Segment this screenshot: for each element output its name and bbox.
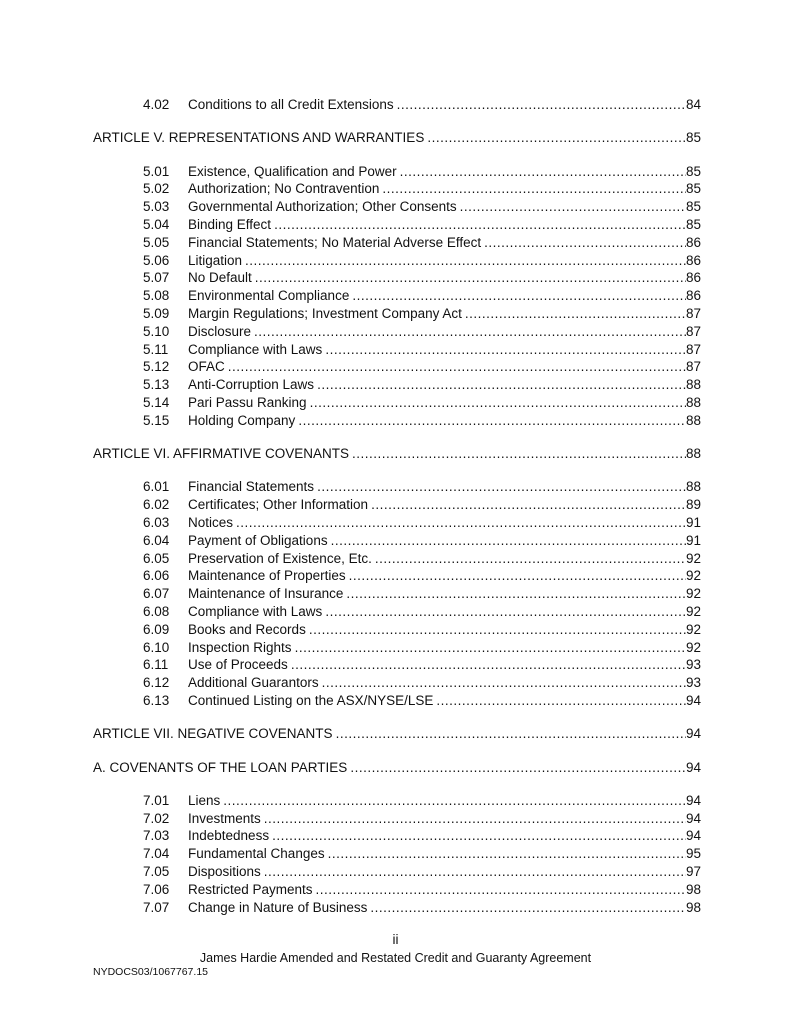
toc-entry bbox=[93, 827, 701, 845]
toc-page-number: 85 bbox=[685, 181, 701, 197]
toc-entry-number: 7.05 bbox=[143, 863, 170, 879]
toc-heading bbox=[93, 129, 701, 147]
dot-leader bbox=[317, 478, 686, 496]
toc-entry-title: Compliance with Laws bbox=[188, 341, 323, 357]
toc-entry bbox=[93, 639, 701, 657]
dot-leader bbox=[397, 96, 686, 114]
dot-leader bbox=[465, 305, 686, 323]
toc-entry-number: 5.14 bbox=[143, 394, 170, 410]
toc-page-number: 92 bbox=[685, 568, 701, 584]
toc-entry-title: Preservation of Existence, Etc. bbox=[188, 550, 372, 566]
toc-entry-title: Liens bbox=[188, 792, 221, 808]
dot-leader bbox=[236, 514, 686, 532]
toc-entry-number: 5.15 bbox=[143, 412, 170, 428]
toc-entry-title: Margin Regulations; Investment Company Act bbox=[188, 305, 462, 321]
toc-entry-title: Governmental Authorization; Other Consents bbox=[188, 199, 457, 215]
toc-entry bbox=[93, 180, 701, 198]
toc-page-number: 94 bbox=[685, 828, 701, 844]
toc-entry-title: Notices bbox=[188, 514, 234, 530]
toc-entry bbox=[93, 323, 701, 341]
toc-entry bbox=[93, 394, 701, 412]
toc-entry-title: Restricted Payments bbox=[188, 881, 313, 897]
toc-entry-number: 6.12 bbox=[143, 675, 170, 691]
toc-page-number: 91 bbox=[685, 532, 701, 548]
dot-leader bbox=[400, 163, 686, 181]
toc-entry-title: Litigation bbox=[188, 252, 243, 268]
toc-entry-number: 5.06 bbox=[143, 252, 170, 268]
toc-page-number: 89 bbox=[685, 497, 701, 513]
toc-entry bbox=[93, 287, 701, 305]
toc-entry-number: 6.04 bbox=[143, 532, 170, 548]
toc-entry bbox=[93, 881, 701, 899]
toc-page-number: 94 bbox=[685, 726, 701, 742]
toc-entry-title: Authorization; No Contravention bbox=[188, 181, 380, 197]
toc-entry-number: 7.07 bbox=[143, 899, 170, 915]
toc-entry-number: 6.11 bbox=[143, 657, 169, 673]
dot-leader bbox=[298, 412, 686, 430]
toc-entry bbox=[93, 358, 701, 376]
dot-leader bbox=[295, 639, 686, 657]
toc-entry bbox=[93, 198, 701, 216]
toc-entry bbox=[93, 252, 701, 270]
toc-entry-title: Financial Statements; No Material Adverse Effect bbox=[188, 234, 482, 250]
toc-page-number: 92 bbox=[685, 586, 701, 602]
dot-leader bbox=[484, 234, 686, 252]
toc-entry-title: Continued Listing on the ASX/NYSE/LSE bbox=[188, 692, 434, 708]
dot-leader bbox=[317, 376, 686, 394]
dot-leader bbox=[331, 532, 686, 550]
toc-heading bbox=[93, 445, 701, 463]
toc-heading-title: ARTICLE VII. NEGATIVE COVENANTS bbox=[93, 726, 333, 742]
toc-heading bbox=[93, 759, 701, 777]
toc-entry-title: Binding Effect bbox=[188, 216, 272, 232]
dot-leader bbox=[309, 621, 686, 639]
dot-leader bbox=[325, 341, 686, 359]
toc-entry bbox=[93, 550, 701, 568]
toc-entry-title: Additional Guarantors bbox=[188, 675, 319, 691]
toc-entry-title: Anti-Corruption Laws bbox=[188, 377, 315, 393]
toc-page-number: 94 bbox=[685, 759, 701, 775]
dot-leader bbox=[274, 216, 686, 234]
toc-page-number: 88 bbox=[685, 446, 701, 462]
footer-document-title: James Hardie Amended and Restated Credit and Guaranty Agreement bbox=[199, 951, 592, 965]
toc-entry-number: 5.09 bbox=[143, 305, 170, 321]
toc-entry bbox=[93, 656, 701, 674]
dot-leader bbox=[245, 252, 686, 270]
toc-page-number: 94 bbox=[685, 792, 701, 808]
toc-page-number: 94 bbox=[685, 692, 701, 708]
toc-entry-title: Investments bbox=[188, 810, 261, 826]
dot-leader bbox=[264, 810, 686, 828]
toc-entry-number: 6.05 bbox=[143, 550, 170, 566]
toc-entry-title: Use of Proceeds bbox=[188, 657, 288, 673]
toc-entry bbox=[93, 863, 701, 881]
dot-leader bbox=[325, 603, 686, 621]
dot-leader bbox=[322, 674, 686, 692]
toc-entry bbox=[93, 810, 701, 828]
toc-entry-number: 6.08 bbox=[143, 603, 170, 619]
dot-leader bbox=[328, 845, 686, 863]
toc-page-number: 88 bbox=[685, 394, 701, 410]
dot-leader bbox=[264, 863, 686, 881]
toc-entry bbox=[93, 585, 701, 603]
toc-entry-number: 6.10 bbox=[143, 639, 170, 655]
toc-entry-number: 5.03 bbox=[143, 199, 170, 215]
toc-page-number: 88 bbox=[685, 479, 701, 495]
dot-leader bbox=[336, 725, 686, 743]
toc-entry-number: 5.12 bbox=[143, 359, 170, 375]
toc-entry-title: Pari Passu Ranking bbox=[188, 394, 307, 410]
toc-entry bbox=[93, 478, 701, 496]
toc-page-number: 93 bbox=[685, 657, 701, 673]
toc-entry bbox=[93, 376, 701, 394]
toc-entry-number: 6.03 bbox=[143, 514, 170, 530]
toc-entry-number: 7.03 bbox=[143, 828, 170, 844]
toc-entry-number: 5.11 bbox=[143, 341, 169, 357]
toc-entry bbox=[93, 269, 701, 287]
toc-heading bbox=[93, 725, 701, 743]
toc-page-number: 93 bbox=[685, 675, 701, 691]
toc-page-number: 92 bbox=[685, 603, 701, 619]
dot-leader bbox=[316, 881, 686, 899]
toc-page-number: 91 bbox=[685, 514, 701, 530]
toc-page-number: 84 bbox=[685, 97, 701, 112]
toc-page-number: 92 bbox=[685, 621, 701, 637]
toc-entry-number: 5.08 bbox=[143, 288, 170, 304]
toc-page-number: 87 bbox=[685, 305, 701, 321]
dot-leader bbox=[346, 585, 686, 603]
dot-leader bbox=[228, 358, 686, 376]
toc-entry-title: Maintenance of Insurance bbox=[188, 586, 344, 602]
toc-page-number: 85 bbox=[685, 130, 701, 146]
toc-entry bbox=[93, 234, 701, 252]
toc-heading-title: ARTICLE VI. AFFIRMATIVE COVENANTS bbox=[93, 446, 350, 462]
dot-leader bbox=[382, 180, 686, 198]
toc-page-number: 87 bbox=[685, 323, 701, 339]
toc-entry bbox=[93, 674, 701, 692]
toc-page-number: 88 bbox=[685, 412, 701, 428]
toc-page-number: 95 bbox=[685, 846, 701, 862]
toc-heading-title: A. COVENANTS OF THE LOAN PARTIES bbox=[93, 759, 348, 775]
toc-entry-number: 6.06 bbox=[143, 568, 170, 584]
toc-list bbox=[93, 96, 701, 916]
toc-entry-number: 5.04 bbox=[143, 216, 170, 232]
toc-entry-title: Books and Records bbox=[188, 621, 306, 637]
dot-leader bbox=[291, 656, 686, 674]
toc-entry-number: 5.02 bbox=[143, 181, 170, 197]
toc-entry bbox=[93, 163, 701, 181]
toc-entry-number: 6.07 bbox=[143, 586, 170, 602]
toc-entry-title: Compliance with Laws bbox=[188, 603, 323, 619]
toc-entry bbox=[93, 603, 701, 621]
toc-page-number: 87 bbox=[685, 359, 701, 375]
toc-page-number: 86 bbox=[685, 234, 701, 250]
toc-page-number: 85 bbox=[685, 216, 701, 232]
toc-entry-title: Certificates; Other Information bbox=[188, 497, 369, 513]
toc-entry-title: Payment of Obligations bbox=[188, 532, 328, 548]
toc-entry-title: Existence, Qualification and Power bbox=[188, 163, 397, 179]
dot-leader bbox=[254, 323, 686, 341]
toc-entry-title: No Default bbox=[188, 270, 252, 286]
toc-entry-number: 5.07 bbox=[143, 270, 170, 286]
toc-entry bbox=[93, 514, 701, 532]
toc-entry bbox=[93, 899, 701, 917]
toc-entry bbox=[93, 412, 701, 430]
toc-page-number: 86 bbox=[685, 288, 701, 304]
toc-page-number: 97 bbox=[685, 863, 701, 879]
toc-entry-number: 6.09 bbox=[143, 621, 170, 637]
toc-entry bbox=[93, 792, 701, 810]
footer-document-reference: NYDOCS03/1067767.15 bbox=[93, 966, 208, 978]
toc-entry bbox=[93, 305, 701, 323]
toc-page-number: 86 bbox=[685, 270, 701, 286]
toc-entry bbox=[93, 96, 701, 114]
toc-page-number: 98 bbox=[685, 881, 701, 897]
toc-page-number: 98 bbox=[685, 899, 701, 915]
toc-entry bbox=[93, 496, 701, 514]
toc-page-number: 85 bbox=[685, 163, 701, 179]
toc-entry bbox=[93, 845, 701, 863]
toc-entry-number: 5.05 bbox=[143, 234, 170, 250]
toc-entry bbox=[93, 692, 701, 710]
dot-leader bbox=[371, 496, 686, 514]
dot-leader bbox=[460, 198, 686, 216]
toc-page-number: 92 bbox=[685, 639, 701, 655]
dot-leader bbox=[272, 827, 686, 845]
dot-leader bbox=[350, 759, 686, 777]
dot-leader bbox=[223, 792, 686, 810]
footer-page-number: ii bbox=[392, 932, 399, 947]
toc-entry-title: Fundamental Changes bbox=[188, 846, 325, 862]
toc-page-number: 88 bbox=[685, 377, 701, 393]
toc-entry-title: Environmental Compliance bbox=[188, 288, 350, 304]
toc-entry bbox=[93, 216, 701, 234]
toc-entry-number: 4.02 bbox=[143, 97, 170, 112]
toc-entry-number: 7.06 bbox=[143, 881, 170, 897]
toc-entry bbox=[93, 532, 701, 550]
toc-entry-number: 6.13 bbox=[143, 692, 170, 708]
toc-entry-number: 5.01 bbox=[143, 163, 170, 179]
toc-entry-number: 7.01 bbox=[143, 792, 170, 808]
toc-page-number: 87 bbox=[685, 341, 701, 357]
toc-entry-number: 5.13 bbox=[143, 377, 170, 393]
toc-entry-title: Financial Statements bbox=[188, 479, 315, 495]
toc-page-number: 94 bbox=[685, 810, 701, 826]
dot-leader bbox=[310, 394, 686, 412]
toc-entry bbox=[93, 621, 701, 639]
toc-entry-title: Conditions to all Credit Extensions bbox=[188, 97, 394, 112]
dot-leader bbox=[375, 550, 686, 568]
toc-page-number: 92 bbox=[685, 550, 701, 566]
dot-leader bbox=[352, 445, 686, 463]
toc-entry-title: Dispositions bbox=[188, 863, 261, 879]
toc-entry-title: Maintenance of Properties bbox=[188, 568, 346, 584]
dot-leader bbox=[349, 567, 686, 585]
toc-entry-title: Inspection Rights bbox=[188, 639, 292, 655]
dot-leader bbox=[370, 899, 686, 917]
dot-leader bbox=[436, 692, 686, 710]
toc-entry bbox=[93, 341, 701, 359]
dot-leader bbox=[255, 269, 686, 287]
toc-entry-title: Disclosure bbox=[188, 323, 252, 339]
dot-leader bbox=[352, 287, 686, 305]
toc-page-number: 86 bbox=[685, 252, 701, 268]
toc-entry-number: 6.02 bbox=[143, 497, 170, 513]
toc-page-number: 85 bbox=[685, 199, 701, 215]
toc-entry-title: Holding Company bbox=[188, 412, 296, 428]
toc-entry-number: 7.02 bbox=[143, 810, 170, 826]
toc-entry-number: 6.01 bbox=[143, 479, 170, 495]
toc-entry-number: 7.04 bbox=[143, 846, 170, 862]
toc-entry-number: 5.10 bbox=[143, 323, 170, 339]
toc-entry-title: Change in Nature of Business bbox=[188, 899, 368, 915]
dot-leader bbox=[427, 129, 686, 147]
toc-heading-title: ARTICLE V. REPRESENTATIONS AND WARRANTIES bbox=[93, 130, 425, 146]
toc-entry-title: Indebtedness bbox=[188, 828, 270, 844]
toc-entry-title: OFAC bbox=[188, 359, 225, 375]
toc-entry bbox=[93, 567, 701, 585]
